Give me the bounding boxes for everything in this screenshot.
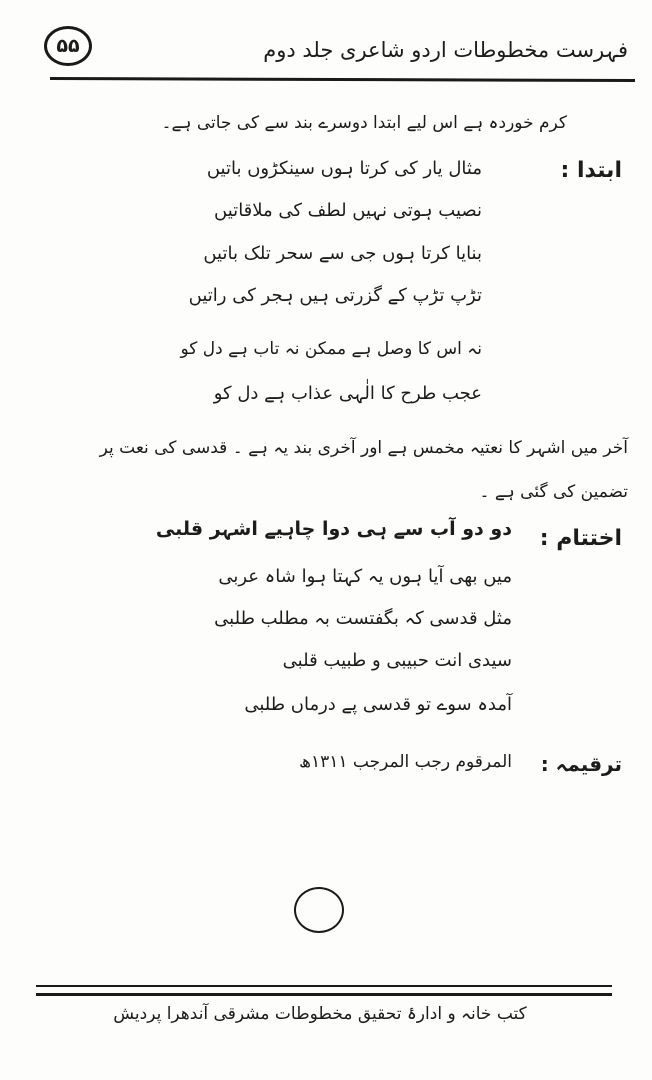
commentary-line: تضمین کی گئی ہے ۔ [479, 482, 628, 502]
ibtida-verse: نصیب ہوتی نہیں لطف کی ملاقاتیں [214, 200, 482, 221]
intro-note: کرم خوردہ ہے اس لیے ابتدا دوسرے بند سے کی جاتی ہے۔ [161, 113, 567, 133]
footer-rule [36, 993, 612, 996]
ikhtitam-label: اختتام : [539, 526, 622, 551]
ibtida-verse: بنایا کرتا ہوں جی سے سحر تلک باتیں [203, 243, 482, 264]
ikhtitam-verse: مثل قدسی کہ بگفتست بہ مطلب طلبی [214, 608, 512, 629]
ibtida-label: ابتدا : [560, 158, 622, 183]
end-mark-circle [294, 887, 344, 933]
ibtida-verse: عجب طرح کا الٰہی عذاب ہے دل کو [213, 383, 482, 404]
ibtida-verse: تڑپ تڑپ کے گزرتی ہیں ہجر کی راتیں [188, 285, 482, 306]
footer-text: کتب خانہ و ادارۂ تحقیق مخطوطات مشرقی آندھرا پردیش [113, 1004, 527, 1024]
page-number: ۵۵ [44, 26, 92, 66]
ikhtitam-verse: آمدہ سوے تو قدسی پے درماں طلبی [244, 694, 512, 715]
ibtida-verse: مثال یار کی کرتا ہوں سینکڑوں باتیں [206, 158, 482, 179]
running-header-title: فہرست مخطوطات اردو شاعری جلد دوم [263, 38, 628, 62]
ibtida-verse: نہ اس کا وصل ہے ممکن نہ تاب ہے دل کو [180, 339, 482, 359]
footer-rule [36, 985, 612, 987]
tarqima-label: ترقیمہ : [540, 752, 622, 776]
header-rule [50, 77, 635, 82]
ikhtitam-verse: سیدی انت حبیبی و طبیب قلبی [282, 650, 512, 671]
tarqima-text: المرقوم رجب المرجب ۱۳۱۱ھ [299, 752, 512, 772]
ikhtitam-verse: میں بھی آیا ہوں یہ کہتا ہوا شاہ عربی [218, 566, 512, 587]
ikhtitam-verse: دو دو آب سے ہی دوا چاہیے اشہر قلبی [155, 518, 512, 540]
commentary-line: آخر میں اشہر کا نعتیہ مخمس ہے اور آخری بند یہ ہے ۔ قدسی کی نعت پر [99, 438, 628, 458]
